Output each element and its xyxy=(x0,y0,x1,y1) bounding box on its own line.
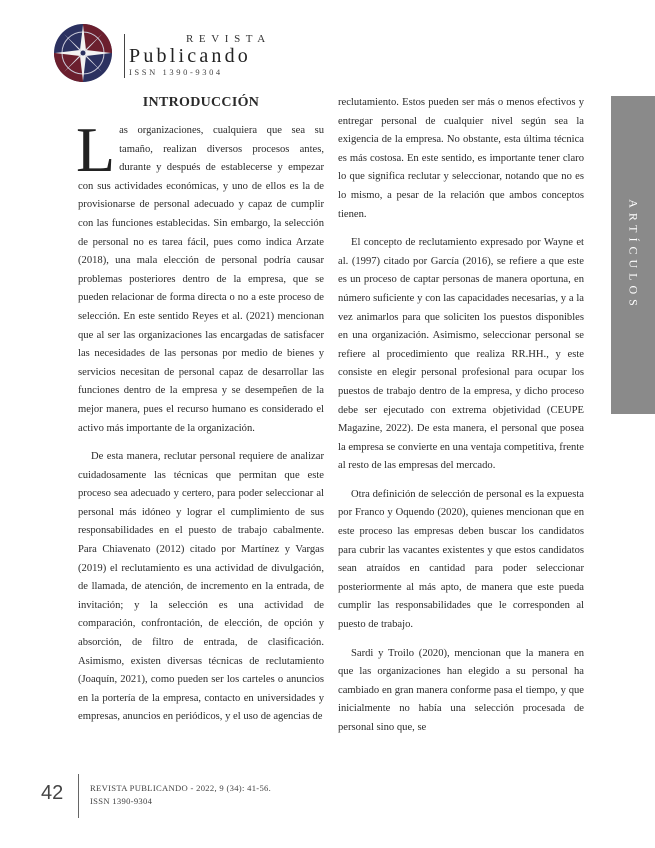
paragraph: Sardi y Troilo (2020), mencionan que la manera en que las organizaciones han elegido a su personal ha cambiado en gran manera conforme pasa el tiempo, y que inicialmente no había una selección procesada de personal sino que, se xyxy=(338,647,584,733)
paragraph xyxy=(76,114,324,438)
paragraph-text: as organizaciones, cualquiera que sea su tamaño, realizan diversos procesos antes, durante y después de establecerse y empezar con sus actividades económicas, y uno de ellos es la de provisionarse de personal adecuado y capaz de cumplir con las funciones establecidas. Sin embargo, la selección de personal no es tarea fácil, pues como indica Arzate (2018), una mala elección de personal podría causar problemas posteriores dentro de la empresa, que se pueden relacionar de forma directa o no a este proceso de selección. En este sentido Reyes et al. (2021) mencionan que al ser las organizaciones las encargadas de satisfacer las necesidades de las personas por medio de bienes y servicios necesitan de personal capaz de desarrollar las funciones dentro de la empresa y se desempeñen de la mejor manera, pues el recurso humano es considerado el activo más importante de la organización. xyxy=(78,125,324,434)
paragraph: El concepto de reclutamiento expresado por Wayne et al. (1997) citado por García (2016), se refiere a que este es un proceso de captar personas de manera oportuna, en número suficiente y con las capacidades necesarias, y a la vez animarlos para que soliciten los puestos disponibles en una organización. Asimismo, seleccionar personal se refiere al procedimiento que realiza RR.HH., y este consiste en elegir personal profesional para ocupar los puestos de trabajo dentro de la empresa, y dicho proceso debe ser ejecutado con extrema objetividad (CEUPE Magazine, 2022). De esta manera, el personal que posea la empresa se convierte en una ventaja competitiva, frente al resto de las empresas del mercado. xyxy=(338,237,584,472)
drop-cap: L xyxy=(76,114,116,185)
page-number: 42 xyxy=(41,782,64,804)
paragraph: De esta manera, reclutar personal requiere de analizar cuidadosamente las técnicas que permitan que este proceso sea adecuado y certero, para poder seleccionar al personal más idóneo y lograr el cumplimiento de sus responsabilidades en el puesto de trabajo cabalmente. Para Chiavenato (2012) citado por Martínez y Vargas (2019) el reclutamiento es una actividad de divulgación, de llamada, de atención, de incremento en la entrada, de invitación; y la selección es una actividad de comparación, confrontación, de elección, de opción y absorción, de filtro de entrada, de clasificación. Asimismo, existen diversas técnicas de reclutamiento (Joaquín, 2021), como pueden ser los carteles o anuncios en la portería de la empresa, contacto en universidades y empresas, anuncios en periódicos, y el uso de agencias de xyxy=(78,451,324,723)
brand-revista: REVISTA xyxy=(186,33,271,45)
section-heading: INTRODUCCIÓN xyxy=(142,95,260,110)
footer-citation: REVISTA PUBLICANDO - 2022, 9 (34): 41-56. xyxy=(90,783,272,793)
right-column xyxy=(338,94,584,738)
compass-rose-logo-icon xyxy=(52,22,114,84)
brand-issn: ISSN 1390-9304 xyxy=(129,67,223,77)
section-tab xyxy=(611,96,655,414)
section-tab-label: ARTÍCULOS xyxy=(626,199,641,311)
footer-divider xyxy=(78,774,79,818)
paragraph: reclutamiento. Estos pueden ser más o menos efectivos y entregar personal de cualquier nivel según sea la exigencia de la empresa. No obstante, esta última técnica es más costosa. En este sentido, es importante tener claro lo que significa reclutar y seleccionar, notando que no es lo mismo, a pesar de la relación que ambos conceptos tienen. xyxy=(338,97,584,220)
left-column xyxy=(78,94,324,727)
footer-issn: ISSN 1390-9304 xyxy=(90,796,153,806)
paragraph: Otra definición de selección de personal es la expuesta por Franco y Oquendo (2020), quienes mencionan que en este proceso las empresas deben buscar los candidatos para cubrir las vacantes existentes y que estos candidatos sean atraídos en cantidad para poder seleccionar posteriormente al más apto, de manera que este pueda cumplir las responsabilidades que le corresponden al puesto de trabajo. xyxy=(338,488,584,631)
brand-divider xyxy=(124,34,125,78)
brand-publicando: Publicando xyxy=(129,45,251,67)
